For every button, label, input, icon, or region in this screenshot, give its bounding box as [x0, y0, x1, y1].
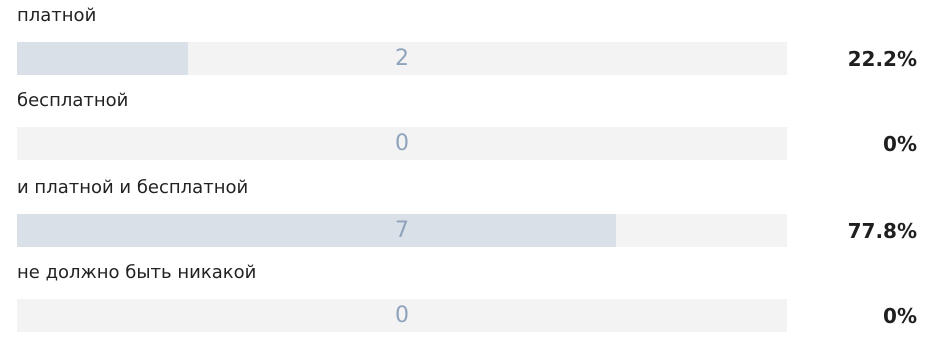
result-bar-track — [17, 127, 787, 160]
vote-count: 2 — [395, 46, 409, 71]
result-bar-track — [17, 299, 787, 332]
vote-percent: 0% — [883, 304, 917, 328]
option-label: не должно быть никакой — [17, 262, 257, 283]
poll-option-both — [0, 172, 925, 252]
vote-count: 0 — [395, 131, 409, 156]
poll-option-none — [0, 257, 925, 337]
result-bar-track — [17, 214, 787, 247]
poll-option-free — [0, 85, 925, 165]
option-label: платной — [17, 5, 97, 26]
option-label: бесплатной — [17, 90, 129, 111]
vote-percent: 0% — [883, 132, 917, 156]
result-bar-track — [17, 42, 787, 75]
poll-option-paid — [0, 0, 925, 80]
vote-count: 0 — [395, 303, 409, 328]
option-label: и платной и бесплатной — [17, 177, 249, 198]
vote-percent: 22.2% — [847, 47, 917, 71]
vote-percent: 77.8% — [847, 219, 917, 243]
vote-count: 7 — [395, 218, 409, 243]
